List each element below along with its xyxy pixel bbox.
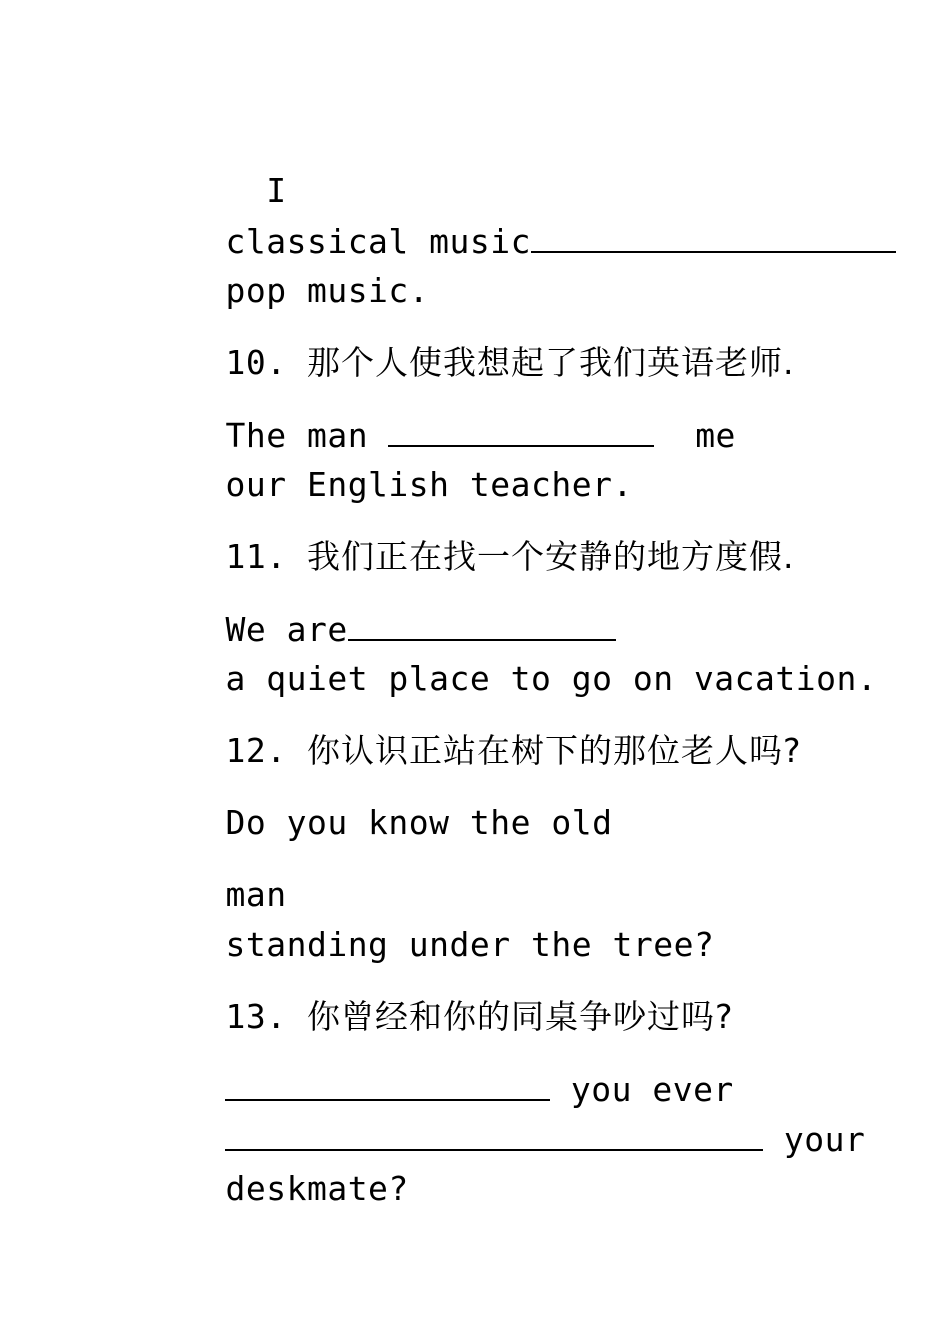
answer-text: a quiet place to go on vacation. bbox=[225, 659, 878, 698]
answer-text: man bbox=[225, 875, 287, 914]
question-number: 11. bbox=[225, 537, 287, 576]
answer-text: The man bbox=[225, 416, 369, 455]
question-number: 13. bbox=[225, 997, 287, 1036]
answer-text: your bbox=[783, 1120, 866, 1159]
answer-text: We are bbox=[225, 610, 348, 649]
answer-text: classical music bbox=[225, 222, 531, 261]
answer-line bbox=[144, 1129, 409, 1249]
question-number: 12. bbox=[225, 731, 287, 770]
question-chinese: 那个人使我想起了我们英语老师. bbox=[306, 343, 795, 382]
question-chinese: 你认识正站在树下的那位老人吗? bbox=[306, 731, 802, 770]
question-chinese: 你曾经和你的同桌争吵过吗? bbox=[306, 997, 734, 1036]
answer-text: you ever bbox=[570, 1070, 734, 1109]
answer-text: I bbox=[225, 171, 287, 210]
answer-blank[interactable] bbox=[531, 221, 896, 253]
question-number: 10. bbox=[225, 343, 287, 382]
answer-text: Do you know the old bbox=[225, 803, 613, 842]
answer-text: standing under the tree? bbox=[225, 925, 715, 964]
answer-text: our English teacher. bbox=[225, 465, 633, 504]
answer-text: pop music. bbox=[225, 271, 430, 310]
question-chinese: 我们正在找一个安静的地方度假. bbox=[306, 537, 795, 576]
answer-text: me bbox=[695, 416, 736, 455]
answer-text: deskmate? bbox=[225, 1169, 409, 1208]
